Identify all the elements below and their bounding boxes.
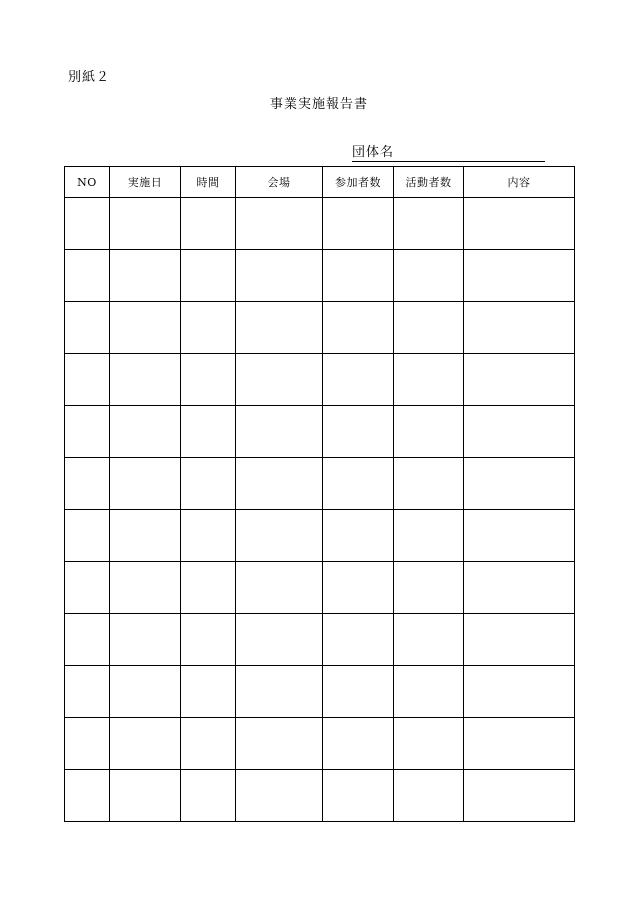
cell-venue[interactable]	[236, 354, 323, 406]
cell-participants[interactable]	[323, 198, 394, 250]
cell-volunteers[interactable]	[394, 250, 464, 302]
report-table	[64, 166, 575, 822]
cell-participants[interactable]	[323, 666, 394, 718]
cell-time[interactable]	[181, 406, 236, 458]
cell-participants[interactable]	[323, 562, 394, 614]
cell-venue[interactable]	[236, 666, 323, 718]
table-row	[65, 354, 575, 406]
attachment-label: 別紙２	[68, 70, 111, 85]
table-row	[65, 718, 575, 770]
cell-venue[interactable]	[236, 510, 323, 562]
cell-no[interactable]	[65, 718, 110, 770]
cell-time[interactable]	[181, 614, 236, 666]
cell-time[interactable]	[181, 770, 236, 822]
cell-time[interactable]	[181, 250, 236, 302]
table-row	[65, 406, 575, 458]
cell-volunteers[interactable]	[394, 614, 464, 666]
cell-no[interactable]	[65, 562, 110, 614]
cell-content[interactable]	[464, 718, 575, 770]
cell-no[interactable]	[65, 614, 110, 666]
cell-volunteers[interactable]	[394, 718, 464, 770]
cell-time[interactable]	[181, 510, 236, 562]
cell-venue[interactable]	[236, 614, 323, 666]
table-row	[65, 458, 575, 510]
cell-date[interactable]	[110, 458, 181, 510]
cell-participants[interactable]	[323, 406, 394, 458]
cell-participants[interactable]	[323, 614, 394, 666]
header-content: 内容	[464, 167, 575, 198]
cell-content[interactable]	[464, 250, 575, 302]
cell-date[interactable]	[110, 354, 181, 406]
cell-content[interactable]	[464, 562, 575, 614]
cell-date[interactable]	[110, 718, 181, 770]
table-row	[65, 562, 575, 614]
cell-venue[interactable]	[236, 302, 323, 354]
cell-venue[interactable]	[236, 198, 323, 250]
cell-date[interactable]	[110, 302, 181, 354]
cell-no[interactable]	[65, 510, 110, 562]
group-name-field[interactable]	[352, 144, 545, 162]
cell-time[interactable]	[181, 302, 236, 354]
group-name-label: 団体名	[352, 145, 395, 160]
cell-no[interactable]	[65, 458, 110, 510]
document-title: 事業実施報告書	[269, 97, 368, 112]
cell-time[interactable]	[181, 718, 236, 770]
cell-participants[interactable]	[323, 354, 394, 406]
cell-volunteers[interactable]	[394, 562, 464, 614]
cell-content[interactable]	[464, 666, 575, 718]
cell-time[interactable]	[181, 198, 236, 250]
cell-date[interactable]	[110, 250, 181, 302]
cell-date[interactable]	[110, 666, 181, 718]
cell-content[interactable]	[464, 302, 575, 354]
cell-no[interactable]	[65, 198, 110, 250]
table-header-row	[65, 167, 575, 198]
header-time: 時間	[181, 167, 236, 198]
cell-content[interactable]	[464, 770, 575, 822]
cell-venue[interactable]	[236, 770, 323, 822]
cell-volunteers[interactable]	[394, 198, 464, 250]
cell-participants[interactable]	[323, 770, 394, 822]
cell-venue[interactable]	[236, 250, 323, 302]
cell-no[interactable]	[65, 406, 110, 458]
cell-participants[interactable]	[323, 718, 394, 770]
cell-volunteers[interactable]	[394, 510, 464, 562]
cell-content[interactable]	[464, 354, 575, 406]
table-row	[65, 510, 575, 562]
table-row	[65, 302, 575, 354]
table-row	[65, 250, 575, 302]
cell-time[interactable]	[181, 666, 236, 718]
cell-content[interactable]	[464, 198, 575, 250]
cell-time[interactable]	[181, 354, 236, 406]
header-venue: 会場	[236, 167, 323, 198]
cell-venue[interactable]	[236, 458, 323, 510]
cell-volunteers[interactable]	[394, 666, 464, 718]
cell-volunteers[interactable]	[394, 458, 464, 510]
cell-content[interactable]	[464, 406, 575, 458]
cell-no[interactable]	[65, 770, 110, 822]
header-participants: 参加者数	[323, 167, 394, 198]
cell-time[interactable]	[181, 562, 236, 614]
header-volunteers: 活動者数	[394, 167, 464, 198]
cell-date[interactable]	[110, 770, 181, 822]
cell-content[interactable]	[464, 614, 575, 666]
cell-volunteers[interactable]	[394, 302, 464, 354]
table-row	[65, 198, 575, 250]
cell-venue[interactable]	[236, 718, 323, 770]
cell-date[interactable]	[110, 562, 181, 614]
cell-participants[interactable]	[323, 250, 394, 302]
cell-venue[interactable]	[236, 406, 323, 458]
cell-time[interactable]	[181, 458, 236, 510]
table-row	[65, 614, 575, 666]
cell-participants[interactable]	[323, 458, 394, 510]
cell-volunteers[interactable]	[394, 354, 464, 406]
cell-content[interactable]	[464, 458, 575, 510]
cell-no[interactable]	[65, 250, 110, 302]
cell-no[interactable]	[65, 354, 110, 406]
header-no: NO	[65, 167, 110, 198]
cell-venue[interactable]	[236, 562, 323, 614]
table-row	[65, 666, 575, 718]
cell-date[interactable]	[110, 510, 181, 562]
cell-date[interactable]	[110, 406, 181, 458]
cell-volunteers[interactable]	[394, 770, 464, 822]
cell-participants[interactable]	[323, 510, 394, 562]
cell-date[interactable]	[110, 614, 181, 666]
table-body	[65, 198, 575, 822]
cell-no[interactable]	[65, 666, 110, 718]
cell-no[interactable]	[65, 302, 110, 354]
cell-date[interactable]	[110, 198, 181, 250]
cell-participants[interactable]	[323, 302, 394, 354]
table-row	[65, 770, 575, 822]
cell-content[interactable]	[464, 510, 575, 562]
cell-volunteers[interactable]	[394, 406, 464, 458]
header-date: 実施日	[110, 167, 181, 198]
